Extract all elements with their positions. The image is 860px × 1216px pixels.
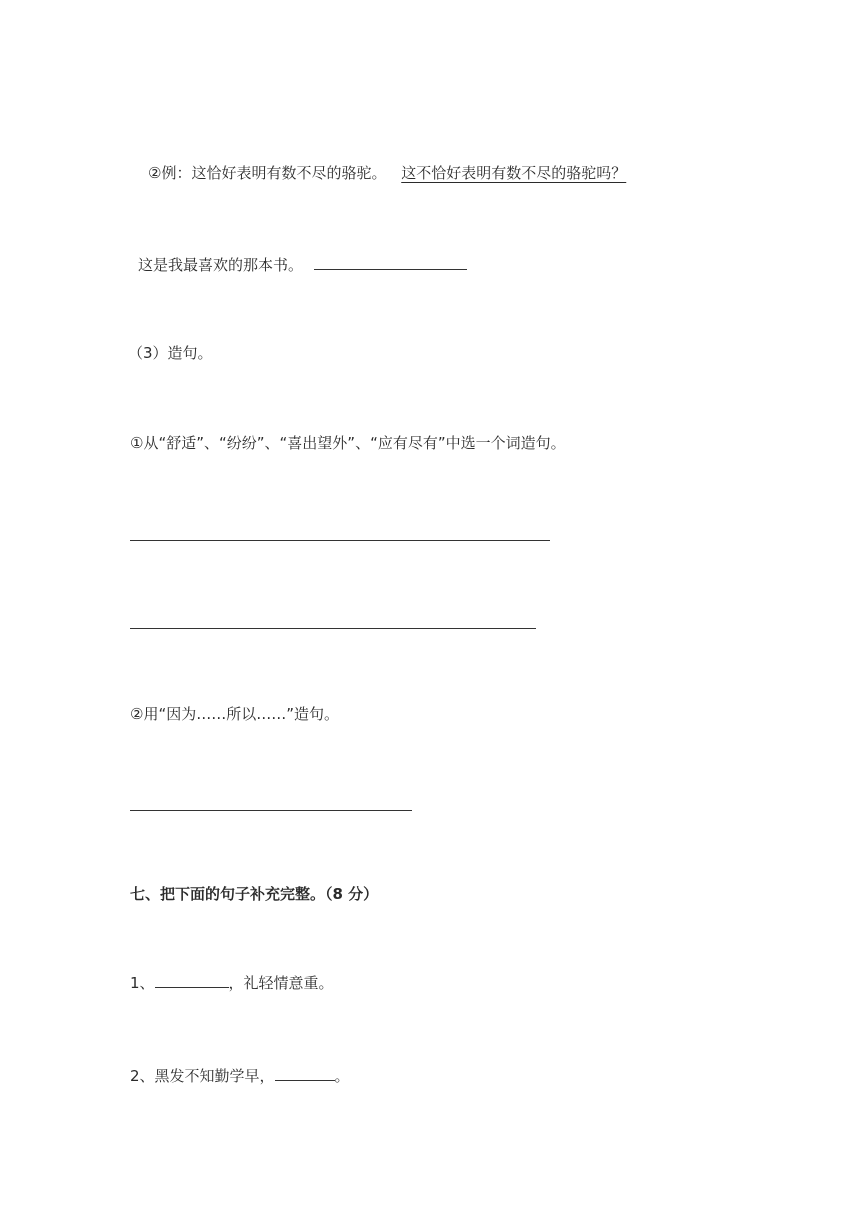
task2-instruction: ②用“因为……所以……”造句。 [130,705,339,723]
fill2-blank[interactable] [275,1066,335,1081]
section7-title: 七、把下面的句子补充完整。（8 分） [130,885,379,903]
fill2-suffix: 。 [334,1067,350,1085]
section3-title: （3）造句。 [128,344,213,362]
fill-item-2 [130,1066,350,1086]
example-prefix: ②例：这恰好表明有数不尽的骆驼。 [148,164,387,182]
exercise-sentence: 这是我最喜欢的那本书。 [138,256,304,274]
fill2-prefix: 2、黑发不知勤学早， [130,1067,275,1085]
answer-blank-1[interactable] [314,255,467,270]
answer-line-3[interactable] [130,810,412,811]
example-line [148,163,626,183]
answer-line-1[interactable] [130,540,550,541]
task1-instruction: ①从“舒适”、“纷纷”、“喜出望外”、“应有尽有”中选一个词造句。 [130,434,566,452]
example-answer: 这不恰好表明有数不尽的骆驼吗？ [401,164,627,182]
fill1-suffix: ，礼轻情意重。 [228,974,334,992]
fill1-prefix: 1、 [130,974,155,992]
fill1-blank[interactable] [155,973,229,988]
exercise-line [138,255,467,275]
fill-item-1 [130,973,334,993]
answer-line-2[interactable] [130,628,536,629]
